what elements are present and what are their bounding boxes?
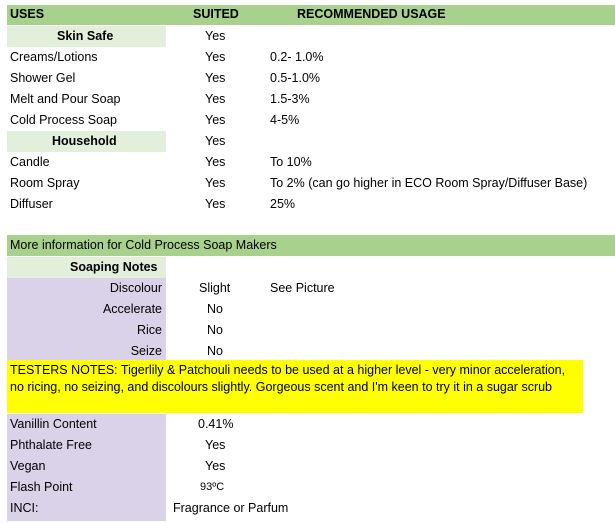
soaping-notes-title: Soaping Notes: [70, 260, 158, 274]
soaping-extra: See Picture: [270, 281, 335, 295]
soaping-label: Seize: [130, 344, 162, 358]
property-label: INCI:: [10, 501, 39, 515]
header-uses: USES: [10, 7, 45, 21]
usage-value: 0.5-1.0%: [270, 71, 321, 85]
soaping-label: Accelerate: [102, 302, 162, 316]
use-label: Diffuser: [10, 197, 53, 211]
suited-value: Yes: [205, 71, 226, 85]
suited-value: Yes: [205, 92, 226, 106]
testers-notes: TESTERS NOTES: Tigerlily & Patchouli needs to be used at a higher level - very minor acceleration, no ricing, no seizing, and discolours slightly. Gorgeous scent and I'm keen to try it in a sugar scrub: [7, 360, 583, 413]
skin-safe-suited: Yes: [205, 29, 226, 43]
cold-process-banner-text: More information for Cold Process Soap Makers: [10, 238, 277, 252]
suited-value: Yes: [205, 155, 226, 169]
property-label: Phthalate Free: [10, 438, 92, 452]
usage-value: 0.2- 1.0%: [270, 50, 324, 64]
use-label: Melt and Pour Soap: [10, 92, 121, 106]
property-value: 93ºC: [200, 481, 225, 493]
soaping-value: Slight: [199, 281, 231, 295]
header-suited: SUITED: [193, 7, 239, 21]
property-label: Vanillin Content: [10, 417, 97, 431]
soaping-value: No: [207, 323, 223, 337]
soaping-value: No: [207, 344, 223, 358]
property-value: 0.41%: [198, 417, 234, 431]
suited-value: Yes: [205, 50, 226, 64]
suited-value: Yes: [205, 113, 226, 127]
property-label: Vegan: [10, 459, 46, 473]
skin-safe-title: Skin Safe: [57, 29, 114, 43]
usage-value: To 10%: [270, 155, 312, 169]
usage-value: 1.5-3%: [270, 92, 310, 106]
usage-value: 4-5%: [270, 113, 300, 127]
property-value: Yes: [205, 438, 226, 452]
household-suited: Yes: [205, 134, 226, 148]
property-value: Fragrance or Parfum: [173, 501, 289, 515]
soaping-value: No: [207, 302, 223, 316]
property-value: Yes: [205, 459, 226, 473]
usage-value: To 2% (can go higher in ECO Room Spray/Diffuser Base): [270, 176, 588, 190]
use-label: Room Spray: [10, 176, 80, 190]
soaping-label: Rice: [136, 323, 162, 337]
use-label: Cold Process Soap: [10, 113, 118, 127]
use-label: Creams/Lotions: [10, 50, 98, 64]
household-title: Household: [52, 134, 117, 148]
use-label: Candle: [10, 155, 50, 169]
soaping-label: Discolour: [109, 281, 162, 295]
usage-value: 25%: [270, 197, 296, 211]
use-label: Shower Gel: [10, 71, 76, 85]
suited-value: Yes: [205, 176, 226, 190]
property-label: Flash Point: [10, 480, 73, 494]
header-recommended-usage: RECOMMENDED USAGE: [297, 7, 446, 21]
suited-value: Yes: [205, 197, 226, 211]
